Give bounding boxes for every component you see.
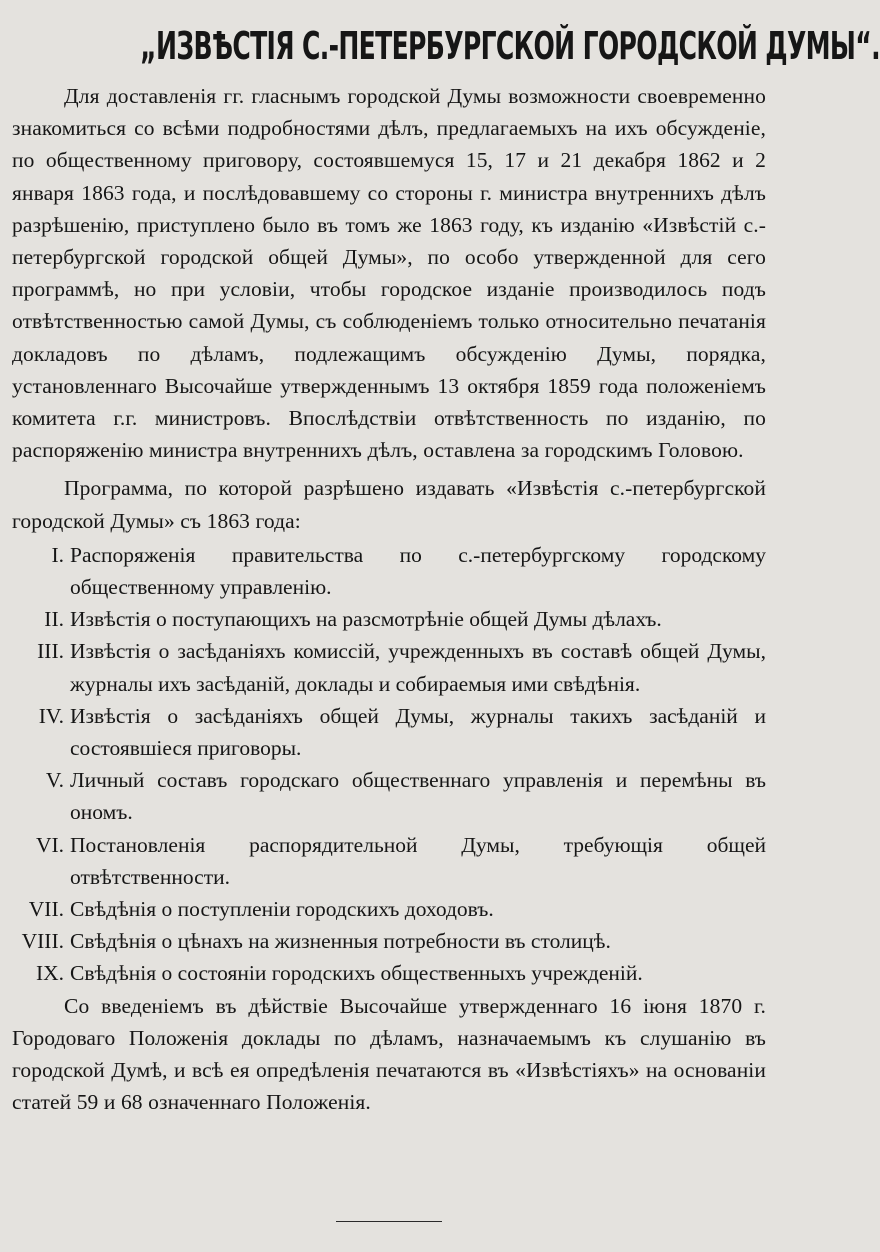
list-item-text: Постановленія распорядительной Думы, требующія общей отвѣтственности. (70, 832, 766, 889)
list-item (12, 603, 766, 635)
list-item-text: Свѣдѣнія о цѣнахъ на жизненныя потребности въ столицѣ. (70, 929, 611, 954)
list-item-text: Личный составъ городскаго общественнаго управленія и перемѣны въ ономъ. (70, 768, 766, 825)
list-item (12, 635, 766, 699)
list-item-text: Свѣдѣнія о поступленіи городскихъ доходовъ. (70, 897, 494, 922)
list-item (12, 957, 766, 989)
closing-paragraph: Со введеніемъ въ дѣйствіе Высочайше утвержденнаго 16 іюня 1870 г. Городоваго Положенія доклады по дѣламъ, назначаемымъ къ слушанію въ городской Думѣ, и всѣ ея опредѣленія печатаются въ «Извѣстіяхъ» на основаніи статей 59 и 68 означеннаго Положенія. (12, 993, 766, 1115)
list-item-number: IV. (38, 703, 64, 728)
list-item-text: Извѣстія о засѣданіяхъ общей Думы, журналы такихъ засѣданій и состоявшіеся приговоры. (70, 703, 766, 761)
list-item-text: Свѣдѣнія о состояніи городскихъ общественныхъ учрежденій. (70, 961, 643, 986)
document-title: „ИЗВѢСТІЯ С.-ПЕТЕРБУРГСКОЙ ГОРОДСКОЙ ДУМЫ“. (140, 24, 880, 68)
list-item (12, 539, 766, 603)
list-item-number: V. (45, 768, 64, 793)
list-item (12, 893, 766, 925)
list-item-number: VI. (35, 832, 64, 857)
list-item (12, 829, 766, 893)
list-item-number: IX. (35, 961, 64, 986)
list-item-number: I. (51, 542, 64, 567)
list-item (12, 700, 766, 764)
program-intro-paragraph: Программа, по которой разрѣшено издавать «Извѣстія с.-петербургской городской Думы» съ 1863 года: (12, 476, 766, 533)
list-item-number: II. (44, 607, 64, 632)
program-list (12, 539, 766, 990)
list-item-text: Извѣстія о засѣданіяхъ комиссій, учрежденныхъ въ составѣ общей Думы, журналы ихъ засѣданій, доклады и собираемыя ими свѣдѣнія. (70, 639, 766, 696)
intro-paragraph: Для доставленія гг. гласнымъ городской Думы возможности своевременно знакомиться со всѣми подробностями дѣлъ, предлагаемыхъ на ихъ обсужденіе, по общественному приговору, состоявшемуся 15, 17 и 21 декабря 1862 и 2 января 1863 года, и послѣдовавшему со стороны г. министра внутреннихъ дѣлъ разрѣшенію, приступлено было въ томъ же 1863 году, къ изданію «Извѣстій с.-петербургской городской общей Думы», по особо утвержденной для сего программѣ, но при условіи, чтобы городское изданіе производилось подъ отвѣтственностью самой Думы, съ соблюденіемъ только относительно печатанія докладовъ по дѣламъ, подлежащимъ обсужденію Думы, порядка, установленнаго Высочайше утвержденнымъ 13 октября 1859 года положеніемъ комитета г.г. министровъ. Впослѣдствіи отвѣтственность по изданію, по распоряженію министра внутреннихъ дѣлъ, оставлена за городскимъ Головою. (12, 84, 766, 463)
list-item-number: III. (37, 639, 64, 664)
list-item-text: Извѣстія о поступающихъ на разсмотрѣніе общей Думы дѣлахъ. (70, 607, 662, 632)
list-item-number: VIII. (21, 929, 64, 954)
list-item-text: Распоряженія правительства по с.-петербургскому городскому общественному управленію. (70, 542, 766, 600)
list-item (12, 764, 766, 828)
list-item (12, 925, 766, 957)
list-item-number: VII. (28, 897, 64, 922)
end-divider (336, 1221, 442, 1222)
